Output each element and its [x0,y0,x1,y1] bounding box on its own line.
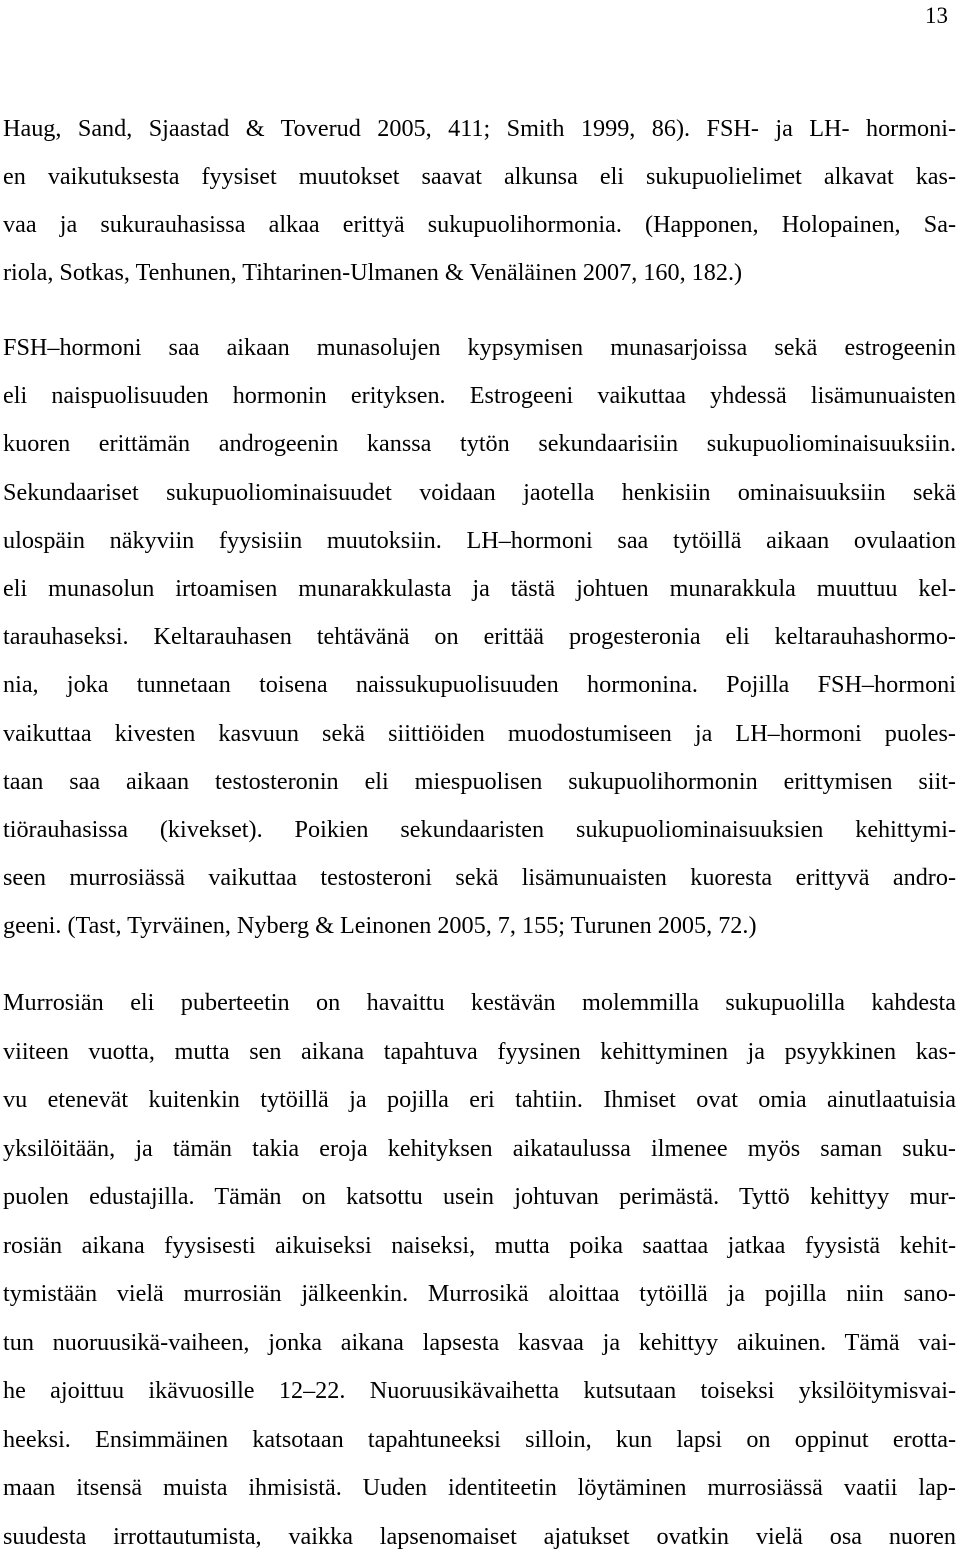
text-line: heeksi. Ensimmäinen katsotaan tapahtuneeksi silloin, kun lapsi on oppinut erotta- [3,1422,956,1471]
text-line: en vaikutuksesta fyysiset muutokset saavat alkunsa eli sukupuolielimet alkavat kas- [3,159,956,207]
text-line: Haug, Sand, Sjaastad & Toverud 2005, 411; Smith 1999, 86). FSH- ja LH- hormoni- [3,111,956,159]
text-line: kuoren erittämän androgeenin kanssa tytön sekundaarisiin sukupuoliominaisuuksiin. [3,426,956,474]
paragraph-3 [3,985,956,1567]
text-line: tymistään vielä murrosiän jälkeenkin. Murrosikä aloittaa tytöillä ja pojilla niin sano- [3,1276,956,1325]
text-line: tun nuoruusikä-vaiheen, jonka aikana lapsesta kasvaa ja kehittyy aikuinen. Tämä vai- [3,1325,956,1374]
text-line: eli munasolun irtoamisen munarakkulasta ja tästä johtuen munarakkula muuttuu kel- [3,571,956,619]
text-line: Sekundaariset sukupuoliominaisuudet voidaan jaotella henkisiin ominaisuuksiin sekä [3,475,956,523]
text-line: yksilöitään, ja tämän takia eroja kehityksen aikataulussa ilmenee myös saman suku- [3,1131,956,1180]
text-line: Murrosiän eli puberteetin on havaittu kestävän molemmilla sukupuolilla kahdesta [3,985,956,1034]
text-line: taan saa aikaan testosteronin eli miespuolisen sukupuolihormonin erittymisen siit- [3,764,956,812]
text-line: riola, Sotkas, Tenhunen, Tihtarinen-Ulmanen & Venäläinen 2007, 160, 182.) [3,255,956,303]
text-line: he ajoittuu ikävuosille 12–22. Nuoruusikävaihetta kutsutaan toiseksi yksilöitymisvai- [3,1373,956,1422]
text-line: nia, joka tunnetaan toisena naissukupuolisuuden hormonina. Pojilla FSH–hormoni [3,667,956,715]
text-line: suudesta irrottautumista, vaikka lapsenomaiset ajatukset ovatkin vielä osa nuoren [3,1519,956,1567]
text-line: viiteen vuotta, mutta sen aikana tapahtuva fyysinen kehittyminen ja psyykkinen kas- [3,1034,956,1083]
text-line: seen murrosiässä vaikuttaa testosteroni sekä lisämunuaisten kuoresta erittyvä andro- [3,860,956,908]
text-line: FSH–hormoni saa aikaan munasolujen kypsymisen munasarjoissa sekä estrogeenin [3,330,956,378]
text-line: eli naispuolisuuden hormonin erityksen. Estrogeeni vaikuttaa yhdessä lisämunuaisten [3,378,956,426]
paragraph-2 [3,330,956,956]
text-line: vaa ja sukurauhasissa alkaa erittyä sukupuolihormonia. (Happonen, Holopainen, Sa- [3,207,956,255]
text-line: maan itsensä muista ihmisistä. Uuden identiteetin löytäminen murrosiässä vaatii lap- [3,1470,956,1519]
text-line: vu etenevät kuitenkin tytöillä ja pojilla eri tahtiin. Ihmiset ovat omia ainutlaatuisia [3,1082,956,1131]
text-line: tarauhaseksi. Keltarauhasen tehtävänä on erittää progesteronia eli keltarauhashormo- [3,619,956,667]
text-line: puolen edustajilla. Tämän on katsottu usein johtuvan perimästä. Tyttö kehittyy mur- [3,1179,956,1228]
page-number: 13 [925,0,948,32]
text-line: geeni. (Tast, Tyrväinen, Nyberg & Leinonen 2005, 7, 155; Turunen 2005, 72.) [3,908,956,956]
text-line: vaikuttaa kivesten kasvuun sekä siittiöiden muodostumiseen ja LH–hormoni puoles- [3,716,956,764]
text-line: ulospäin näkyviin fyysisiin muutoksiin. LH–hormoni saa tytöillä aikaan ovulaation [3,523,956,571]
text-line: rosiän aikana fyysisesti aikuiseksi naiseksi, mutta poika saattaa jatkaa fyysistä kehit- [3,1228,956,1277]
text-line: tiörauhasissa (kivekset). Poikien sekundaaristen sukupuoliominaisuuksien kehittymi- [3,812,956,860]
paragraph-1 [3,111,956,303]
